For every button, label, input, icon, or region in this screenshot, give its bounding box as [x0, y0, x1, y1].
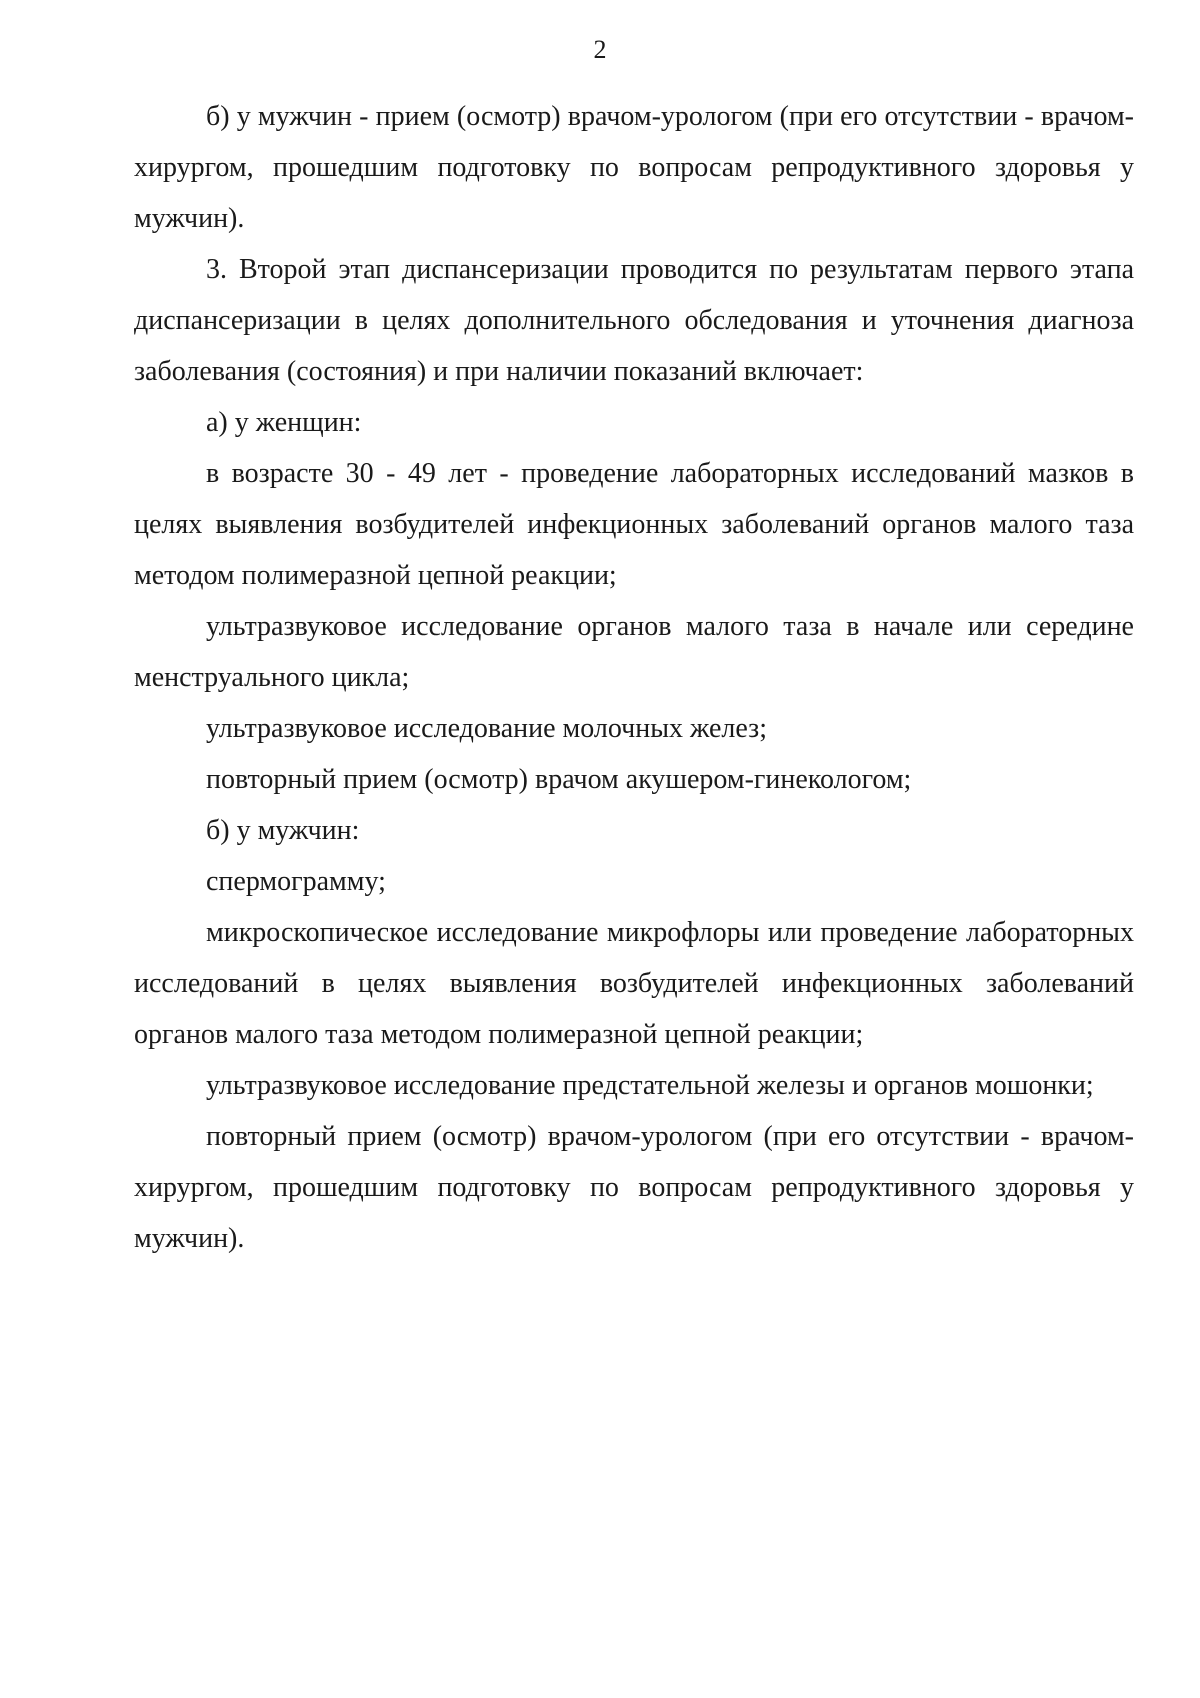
- paragraph-men-repeat-exam: повторный прием (осмотр) врачом-урологом (при его отсутствии - врачом-хирургом, прошедшим подготовку по вопросам репродуктивного здоровья у мужчин).: [134, 1121, 1134, 1254]
- page-number: 2: [593, 35, 607, 64]
- paragraph-second-stage-intro: 3. Второй этап диспансеризации проводится по результатам первого этапа диспансеризации в целях дополнительного обследования и уточнения диагноза заболевания (состояния) и при наличии показаний включает:: [134, 254, 1134, 387]
- paragraph-men-heading: б) у мужчин:: [206, 815, 360, 846]
- paragraph-women-pelvic-ultrasound: ультразвуковое исследование органов малого таза в начале или середине менструального цикла;: [134, 611, 1134, 693]
- paragraph-women-repeat-exam: повторный прием (осмотр) врачом акушером-гинекологом;: [206, 764, 912, 795]
- paragraph-men-prostate-ultrasound: ультразвуковое исследование предстательной железы и органов мошонки;: [206, 1070, 1094, 1101]
- paragraph-women-breast-ultrasound: ультразвуковое исследование молочных желез;: [206, 713, 768, 744]
- paragraph-women-heading: а) у женщин:: [206, 407, 362, 438]
- document-body: [134, 91, 1134, 1264]
- paragraph-men-microflora: микроскопическое исследование микрофлоры или проведение лабораторных исследований в целях выявления возбудителей инфекционных заболеваний органов малого таза методом полимеразной цепной реакции;: [134, 917, 1134, 1050]
- paragraph-men-spermogram: спермограмму;: [206, 866, 386, 897]
- paragraph-men-first-stage: б) у мужчин - прием (осмотр) врачом-урологом (при его отсутствии - врачом-хирургом, прошедшим подготовку по вопросам репродуктивного здоровья у мужчин).: [134, 101, 1134, 234]
- paragraph-women-pcr: в возрасте 30 - 49 лет - проведение лабораторных исследований мазков в целях выявления возбудителей инфекционных заболеваний органов малого таза методом полимеразной цепной реакции;: [134, 458, 1134, 591]
